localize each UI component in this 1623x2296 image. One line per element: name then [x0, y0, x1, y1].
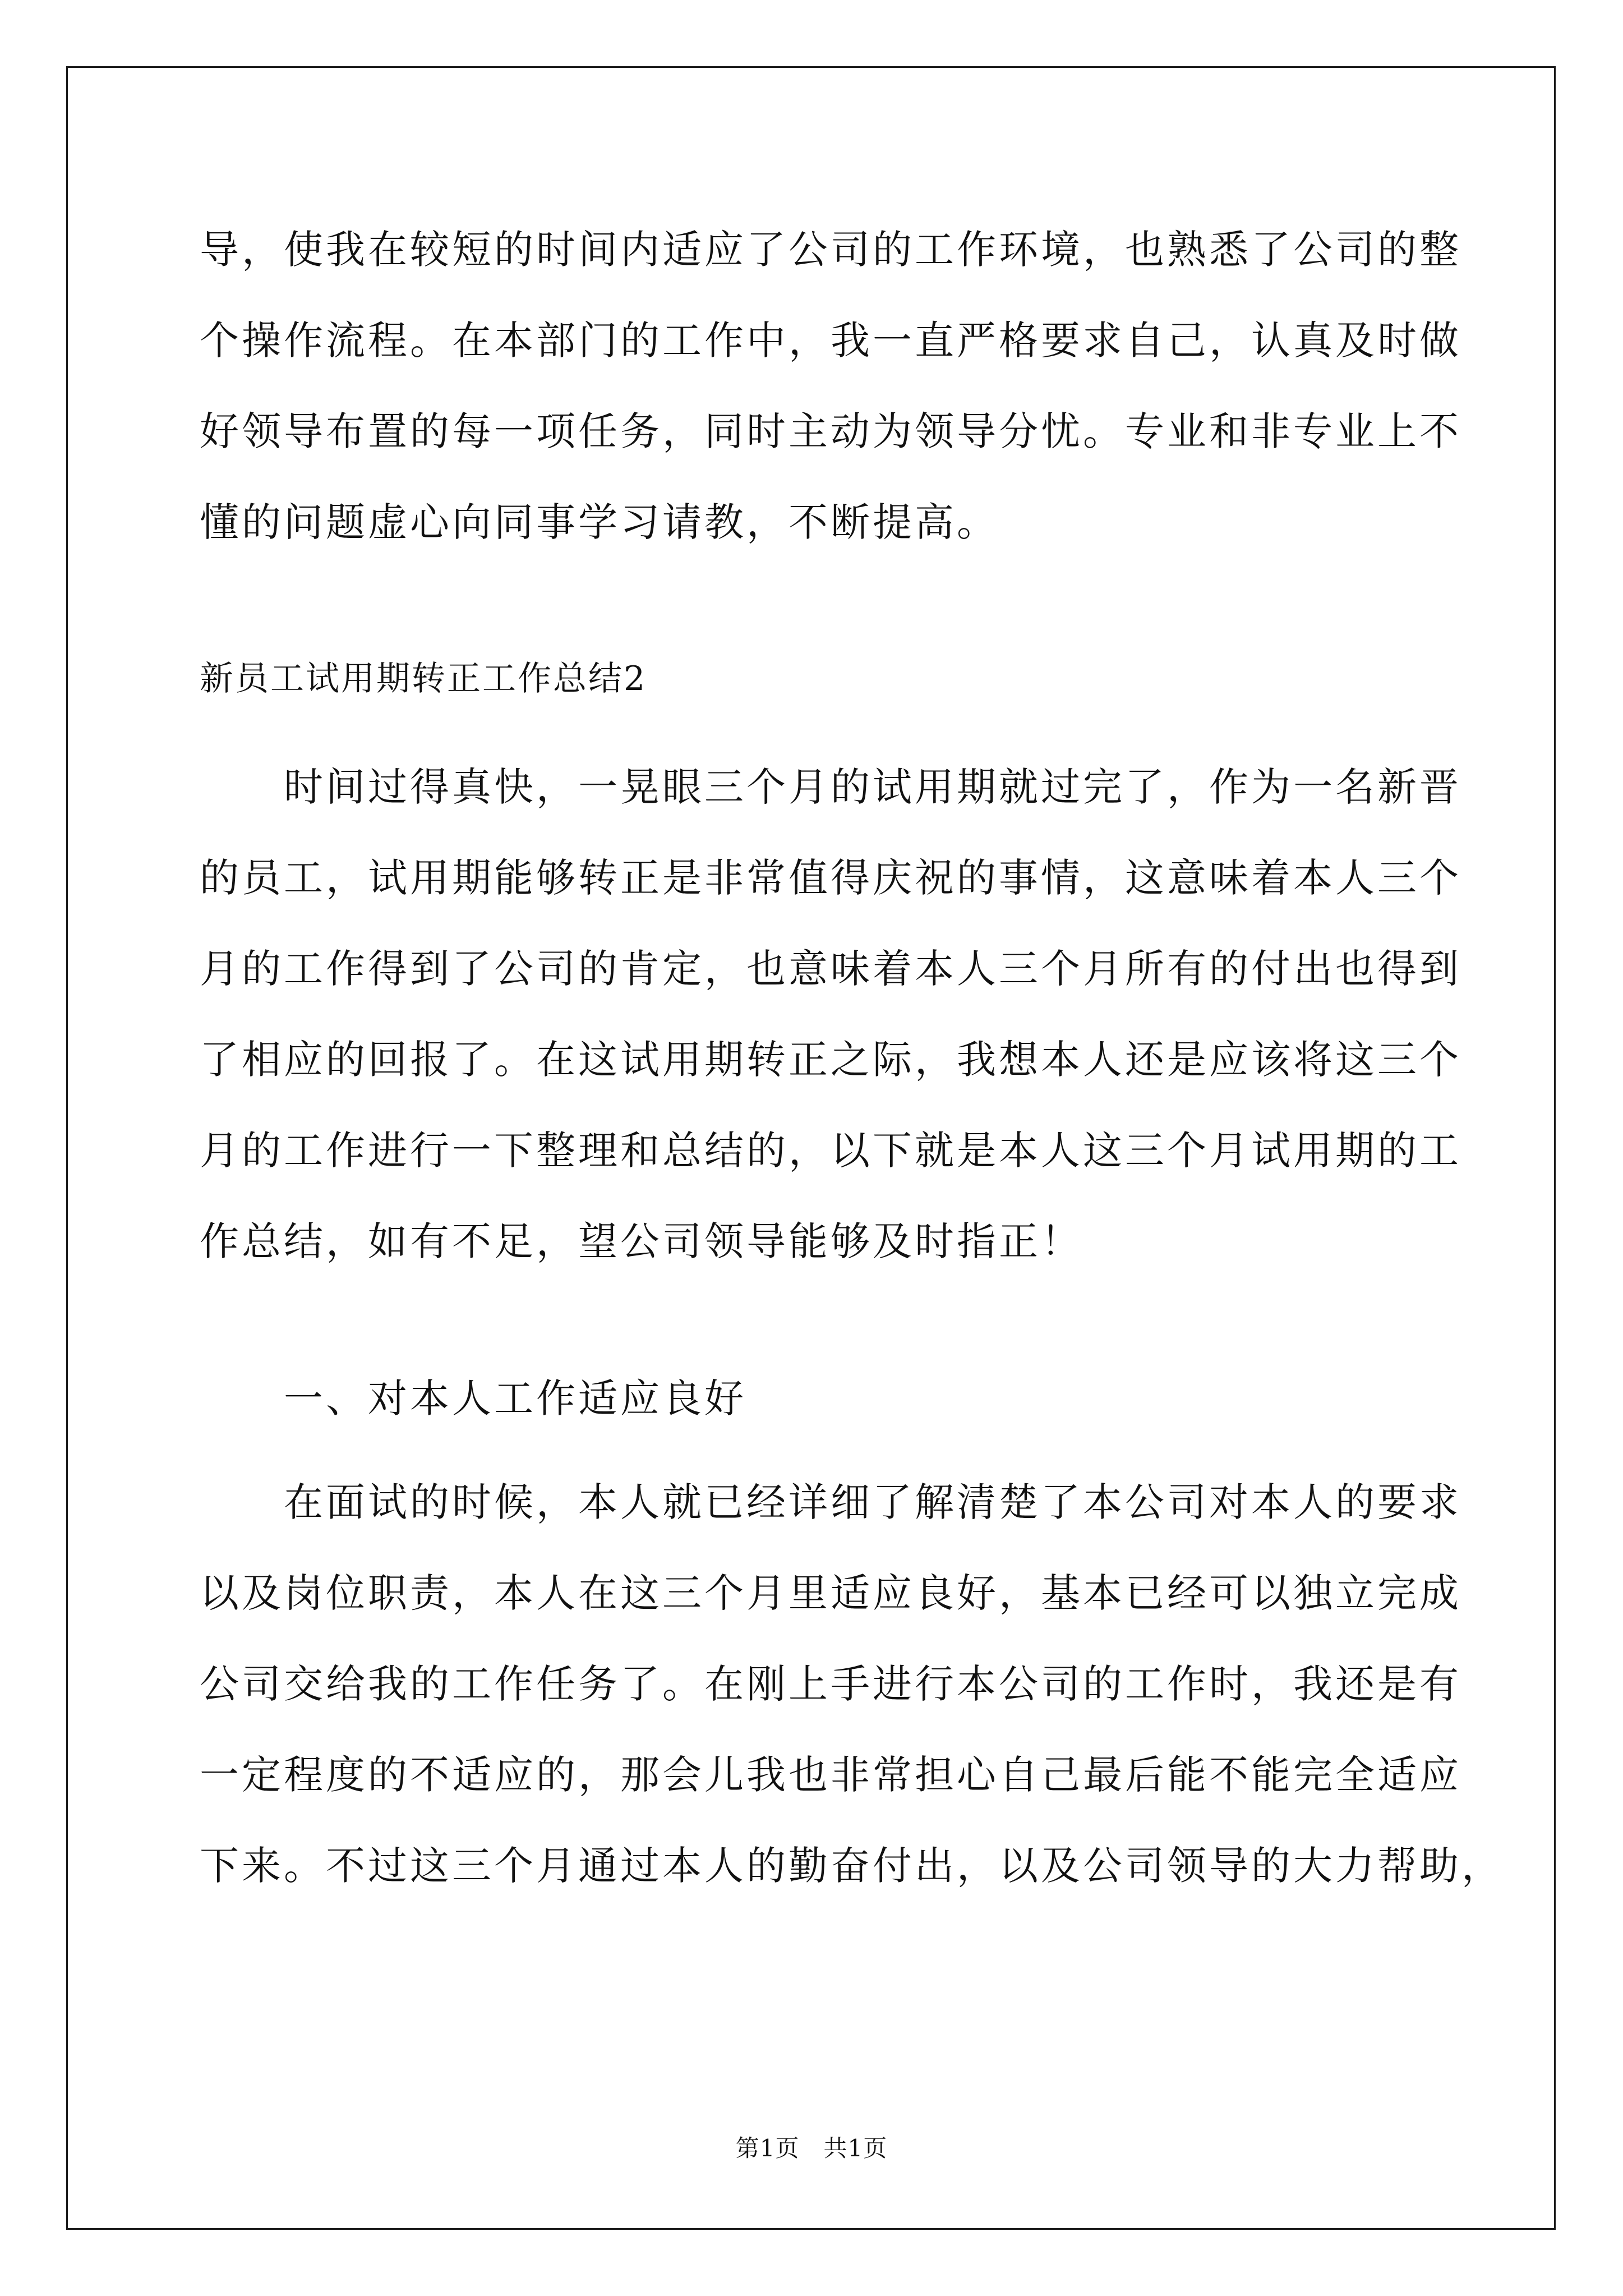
paragraph-line: 的员工，试用期能够转正是非常值得庆祝的事情，这意味着本人三个 — [200, 855, 1461, 901]
subheading: 一、对本人工作适应良好 — [284, 1375, 746, 1421]
paragraph-line: 下来。不过这三个月通过本人的勤奋付出，以及公司领导的大力帮助， — [200, 1843, 1504, 1889]
paragraph-line: 好领导布置的每一项任务，同时主动为领导分忧。专业和非专业上不 — [200, 408, 1461, 454]
paragraph-line: 以及岗位职责，本人在这三个月里适应良好，基本已经可以独立完成 — [200, 1570, 1461, 1616]
paragraph-line: 公司交给我的工作任务了。在刚上手进行本公司的工作时，我还是有 — [200, 1661, 1461, 1707]
paragraph-line: 月的工作进行一下整理和总结的，以下就是本人这三个月试用期的工 — [200, 1128, 1461, 1174]
paragraph-line: 懂的问题虚心向同事学习请教，不断提高。 — [200, 499, 999, 545]
paragraph-line: 了相应的回报了。在这试用期转正之际，我想本人还是应该将这三个 — [200, 1037, 1461, 1083]
paragraph-line: 个操作流程。在本部门的工作中，我一直严格要求自己，认真及时做 — [200, 318, 1461, 364]
paragraph-line: 作总结，如有不足，望公司领导能够及时指正！ — [200, 1218, 1083, 1264]
paragraph-line: 一定程度的不适应的，那会儿我也非常担心自己最后能不能完全适应 — [200, 1752, 1461, 1798]
paragraph-line: 在面试的时候，本人就已经详细了解清楚了本公司对本人的要求 — [284, 1479, 1461, 1525]
paragraph-line: 导，使我在较短的时间内适应了公司的工作环境，也熟悉了公司的整 — [200, 227, 1461, 273]
section-title: 新员工试用期转正工作总结2 — [200, 659, 647, 698]
paragraph-line: 月的工作得到了公司的肯定，也意味着本人三个月所有的付出也得到 — [200, 946, 1461, 992]
paragraph-line: 时间过得真快，一晃眼三个月的试用期就过完了，作为一名新晋 — [284, 764, 1461, 810]
page-number-footer: 第1页 共1页 — [735, 2134, 888, 2162]
